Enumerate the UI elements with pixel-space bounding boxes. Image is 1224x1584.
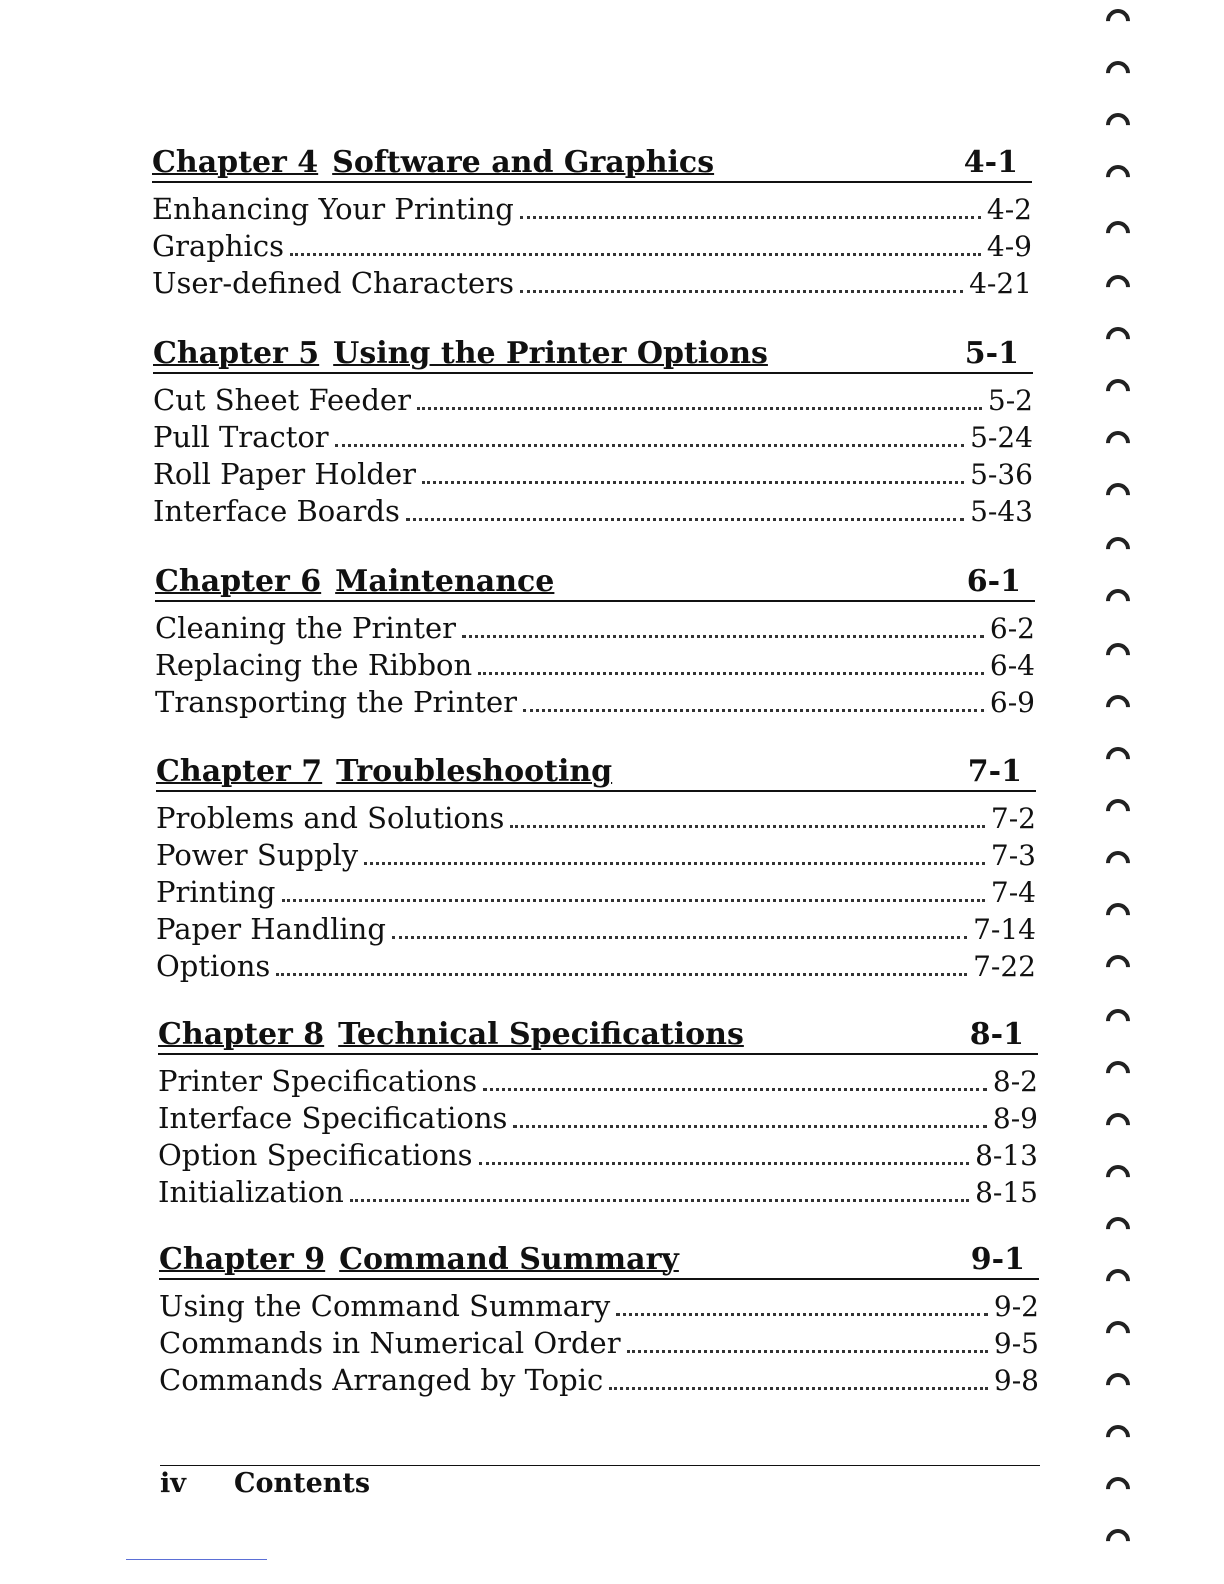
chapter-title-line (156, 752, 612, 792)
chapter-7-section (156, 750, 1036, 985)
toc-entry[interactable] (159, 1325, 1039, 1362)
footer-page-number: iv (160, 1468, 186, 1499)
dot-leader (483, 1076, 987, 1091)
toc-entry-list (159, 1288, 1039, 1399)
dot-leader (479, 1150, 970, 1165)
chapter-title: Using the Printer Options (333, 336, 768, 371)
dot-leader (627, 1338, 988, 1353)
chapter-title-line (155, 562, 554, 602)
toc-entry[interactable] (153, 419, 1033, 456)
dot-leader (422, 469, 964, 484)
chapter-heading[interactable] (159, 1238, 1039, 1280)
chapter-6-section (155, 560, 1035, 721)
binding-ring-icon (1104, 1214, 1132, 1232)
toc-entry-label: Option Specifications (158, 1138, 473, 1172)
dot-leader (290, 241, 981, 256)
toc-entry-label: Initialization (158, 1175, 344, 1209)
binding-ring-icon (1104, 428, 1132, 446)
chapter-5-section (153, 332, 1033, 530)
dot-leader (392, 924, 967, 939)
toc-entry[interactable] (159, 1362, 1039, 1399)
chapter-page-number: 8-1 (969, 1017, 1024, 1052)
toc-entry-label: Commands Arranged by Topic (159, 1363, 604, 1397)
toc-entry[interactable] (152, 191, 1032, 228)
toc-entry-label: Printer Specifications (158, 1064, 478, 1098)
binding-ring-icon (1104, 1266, 1132, 1284)
chapter-title: Troubleshooting (336, 754, 613, 789)
binding-ring-icon (1104, 796, 1132, 814)
dot-leader (406, 506, 964, 521)
chapter-heading[interactable] (158, 1013, 1038, 1055)
toc-entry-page: 5-2 (987, 384, 1033, 417)
binding-ring-icon (1104, 110, 1132, 128)
chapter-title: Command Summary (339, 1242, 679, 1277)
toc-entry-label: Power Supply (156, 838, 359, 872)
chapter-title-line (152, 143, 714, 183)
chapter-page-number: 6-1 (966, 564, 1021, 599)
toc-entry-label: Enhancing Your Printing (152, 192, 514, 226)
binding-ring-icon (1104, 952, 1132, 970)
dot-leader (520, 204, 981, 219)
chapter-heading[interactable] (155, 560, 1035, 602)
binding-ring-icon (1104, 480, 1132, 498)
chapter-heading[interactable] (153, 332, 1033, 374)
dot-leader (364, 850, 985, 865)
footer-section-label: Contents (234, 1468, 371, 1499)
toc-entry-page: 4-21 (969, 267, 1032, 300)
toc-entry-page: 6-4 (989, 649, 1035, 682)
toc-entry-list (158, 1063, 1038, 1211)
toc-entry-list (152, 191, 1032, 302)
toc-entry-page: 8-13 (975, 1139, 1038, 1172)
toc-entry-label: Roll Paper Holder (153, 457, 416, 491)
toc-entry-page: 5-36 (970, 458, 1033, 491)
toc-entry-page: 8-9 (992, 1102, 1038, 1135)
binding-ring-icon (1104, 586, 1132, 604)
dot-leader (510, 813, 984, 828)
toc-entry-label: Interface Boards (153, 494, 400, 528)
toc-entry-page: 7-22 (973, 950, 1036, 983)
chapter-page-number: 5-1 (964, 336, 1019, 371)
dot-leader (616, 1301, 988, 1316)
dot-leader (417, 395, 982, 410)
chapter-title-line (153, 334, 768, 374)
chapter-title: Maintenance (335, 564, 555, 599)
toc-entry[interactable] (156, 800, 1036, 837)
chapter-title: Software and Graphics (332, 145, 715, 180)
binding-ring-icon (1104, 324, 1132, 342)
toc-entry-label: Replacing the Ribbon (155, 648, 473, 682)
toc-entry[interactable] (159, 1288, 1039, 1325)
toc-entry[interactable] (153, 456, 1033, 493)
toc-entry-label: Transporting the Printer (155, 685, 518, 719)
chapter-page-number: 4-1 (963, 145, 1018, 180)
dot-leader (276, 961, 967, 976)
chapter-number: Chapter 8 (158, 1017, 325, 1052)
page-footer (160, 1465, 1040, 1499)
toc-entry[interactable] (152, 265, 1032, 302)
binding-ring-icon (1104, 272, 1132, 290)
binding-ring-icon (1104, 1006, 1132, 1024)
dot-leader (282, 887, 985, 902)
dot-leader (609, 1375, 988, 1390)
toc-entry-page: 4-2 (986, 193, 1032, 226)
toc-entry-page: 5-24 (970, 421, 1033, 454)
chapter-title: Technical Specifications (338, 1017, 744, 1052)
binding-ring-icon (1104, 1058, 1132, 1076)
binding-ring-icon (1104, 1422, 1132, 1440)
toc-entry[interactable] (153, 382, 1033, 419)
dot-leader (520, 278, 963, 293)
toc-entry-page: 7-14 (973, 913, 1036, 946)
dot-leader (478, 660, 984, 675)
toc-entry-page: 9-2 (993, 1290, 1039, 1323)
toc-entry-page: 4-9 (986, 230, 1032, 263)
dot-leader (523, 697, 984, 712)
toc-entry[interactable] (158, 1137, 1038, 1174)
spiral-binding (1098, 0, 1142, 1584)
toc-entry-label: Paper Handling (156, 912, 386, 946)
toc-entry[interactable] (155, 684, 1035, 721)
toc-entry-label: Graphics (152, 229, 284, 263)
toc-entry-page: 8-15 (975, 1176, 1038, 1209)
toc-entry-label: Printing (156, 875, 276, 909)
binding-ring-icon (1104, 692, 1132, 710)
binding-ring-icon (1104, 900, 1132, 918)
toc-entry[interactable] (158, 1174, 1038, 1211)
chapter-number: Chapter 7 (156, 754, 323, 789)
toc-entry-label: Interface Specifications (158, 1101, 508, 1135)
toc-entry[interactable] (156, 911, 1036, 948)
toc-entry-page: 6-2 (989, 612, 1035, 645)
toc-entry[interactable] (158, 1063, 1038, 1100)
toc-entry-page: 5-43 (970, 495, 1033, 528)
binding-ring-icon (1104, 640, 1132, 658)
binding-ring-icon (1104, 534, 1132, 552)
footer-text (160, 1468, 1040, 1499)
chapter-9-section (159, 1238, 1039, 1399)
toc-entry-label: Options (156, 949, 271, 983)
toc-entry[interactable] (156, 948, 1036, 985)
chapter-page-number: 9-1 (970, 1242, 1025, 1277)
chapter-title-line (159, 1240, 679, 1280)
toc-entry[interactable] (152, 228, 1032, 265)
toc-entry[interactable] (156, 837, 1036, 874)
toc-entry-list (156, 800, 1036, 985)
toc-entry-page: 9-8 (993, 1364, 1039, 1397)
toc-entry-page: 9-5 (993, 1327, 1039, 1360)
chapter-8-section (158, 1013, 1038, 1211)
toc-entry-list (153, 382, 1033, 530)
toc-entry-label: Using the Command Summary (159, 1289, 611, 1323)
chapter-number: Chapter 4 (152, 145, 319, 180)
dot-leader (462, 623, 984, 638)
toc-entry-page: 7-3 (990, 839, 1036, 872)
binding-ring-icon (1104, 376, 1132, 394)
dot-leader (513, 1113, 987, 1128)
chapter-heading[interactable] (156, 750, 1036, 792)
binding-ring-icon (1104, 6, 1132, 24)
toc-entry[interactable] (155, 610, 1035, 647)
dot-leader (350, 1187, 969, 1202)
toc-entry-label: Pull Tractor (153, 420, 329, 454)
chapter-number: Chapter 9 (159, 1242, 326, 1277)
binding-ring-icon (1104, 1526, 1132, 1544)
toc-entry-page: 7-2 (990, 802, 1036, 835)
binding-ring-icon (1104, 744, 1132, 762)
chapter-number: Chapter 5 (153, 336, 320, 371)
toc-entry[interactable] (158, 1100, 1038, 1137)
toc-entry[interactable] (155, 647, 1035, 684)
toc-entry-label: User-defined Characters (152, 266, 514, 300)
toc-entry[interactable] (153, 493, 1033, 530)
scan-edge-mark (126, 1559, 267, 1560)
binding-ring-icon (1104, 1318, 1132, 1336)
dot-leader (335, 432, 964, 447)
toc-entry-label: Problems and Solutions (156, 801, 505, 835)
toc-entry-page: 7-4 (990, 876, 1036, 909)
toc-entry-label: Cleaning the Printer (155, 611, 457, 645)
binding-ring-icon (1104, 1370, 1132, 1388)
toc-entry-page: 8-2 (992, 1065, 1038, 1098)
chapter-title-line (158, 1015, 744, 1055)
toc-entry-list (155, 610, 1035, 721)
chapter-page-number: 7-1 (967, 754, 1022, 789)
chapter-4-section (152, 141, 1032, 302)
chapter-heading[interactable] (152, 141, 1032, 183)
toc-entry[interactable] (156, 874, 1036, 911)
binding-ring-icon (1104, 218, 1132, 236)
binding-ring-icon (1104, 1474, 1132, 1492)
binding-ring-icon (1104, 58, 1132, 76)
binding-ring-icon (1104, 1162, 1132, 1180)
binding-ring-icon (1104, 848, 1132, 866)
toc-entry-label: Commands in Numerical Order (159, 1326, 621, 1360)
chapter-number: Chapter 6 (155, 564, 322, 599)
binding-ring-icon (1104, 162, 1132, 180)
binding-ring-icon (1104, 1110, 1132, 1128)
toc-entry-page: 6-9 (989, 686, 1035, 719)
toc-entry-label: Cut Sheet Feeder (153, 383, 411, 417)
